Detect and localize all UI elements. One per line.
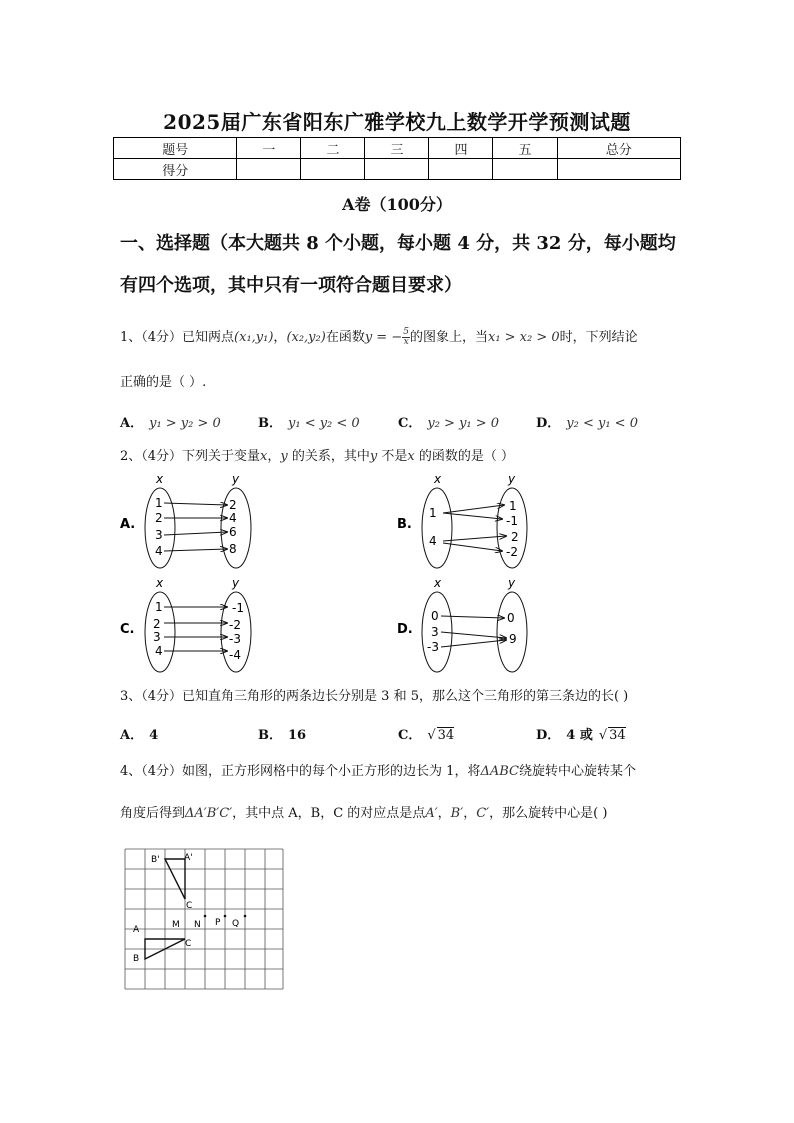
x-value: 3 bbox=[153, 630, 161, 644]
q4-l2-pre: 角度后得到 bbox=[120, 806, 186, 821]
q4-pb: B′ bbox=[450, 806, 464, 821]
sqrt-sign: √ bbox=[427, 728, 436, 743]
q1-post: 时，下列结论 bbox=[559, 330, 638, 345]
label-m: M bbox=[172, 920, 180, 930]
q2-s4: 的函数的是（ ） bbox=[414, 449, 515, 464]
point-p bbox=[224, 915, 227, 918]
q4-tri1: ΔABC bbox=[480, 764, 519, 779]
option-letter: C． bbox=[398, 728, 422, 743]
exam-title: 2025届广东省阳东广雅学校九上数学开学预测试题 bbox=[163, 110, 631, 134]
mapping-arrow bbox=[164, 549, 227, 551]
q4-grid-figure bbox=[124, 848, 286, 990]
label-p: P bbox=[215, 918, 221, 928]
x-head: x bbox=[156, 576, 164, 590]
q2-var-x: x bbox=[260, 449, 268, 464]
score-cell bbox=[237, 159, 301, 180]
header-cell: 三 bbox=[365, 138, 429, 159]
q4-l1-post: 绕旋转中心旋转某个 bbox=[518, 764, 636, 779]
q4-tri2: ΔA′B′C′ bbox=[185, 806, 233, 821]
y-value: 4 bbox=[229, 511, 237, 525]
option-text: 34 bbox=[437, 728, 455, 743]
q1-pre: 1、（4分）已知两点 bbox=[120, 330, 235, 345]
q3-option-a[interactable] bbox=[120, 724, 164, 743]
x-value: 3 bbox=[431, 625, 439, 639]
diagram-a-label: A. bbox=[120, 517, 136, 532]
q4-line1 bbox=[120, 764, 636, 780]
y-value: 9 bbox=[509, 632, 517, 646]
sqrt-sign: √ bbox=[598, 728, 608, 743]
header-cell: 二 bbox=[301, 138, 365, 159]
q4-l2-post: ，那么旋转中心是( ) bbox=[489, 806, 608, 821]
q1-condition: x₁ > x₂ > 0 bbox=[487, 330, 560, 345]
q2-stem bbox=[120, 449, 514, 465]
mapping-arrow bbox=[441, 640, 506, 647]
q3-option-c[interactable] bbox=[398, 724, 454, 743]
point-q bbox=[244, 915, 247, 918]
y-value: 2 bbox=[229, 498, 237, 512]
x-value: 2 bbox=[153, 617, 161, 631]
y-head: y bbox=[508, 576, 516, 590]
option-letter: D． bbox=[536, 416, 561, 431]
option-letter: B． bbox=[258, 728, 282, 743]
q1-option-a[interactable] bbox=[120, 412, 221, 431]
x-head: x bbox=[434, 472, 442, 486]
q3-option-d[interactable] bbox=[536, 724, 626, 743]
q1-sep: ， bbox=[273, 330, 287, 345]
q2-mapping-diagrams bbox=[0, 468, 794, 698]
option-text: y₁ < y₂ < 0 bbox=[288, 416, 360, 431]
y-head: y bbox=[232, 576, 240, 590]
x-value: 1 bbox=[155, 600, 163, 614]
option-text: 34 bbox=[609, 728, 626, 743]
q1-frac-num: 5 bbox=[403, 327, 409, 337]
q1-line1 bbox=[120, 328, 638, 347]
y-value: -1 bbox=[232, 601, 244, 615]
diagram-c-label: C. bbox=[120, 622, 135, 637]
x-value: 3 bbox=[155, 528, 163, 542]
y-value: -3 bbox=[229, 632, 241, 646]
x-value: 4 bbox=[155, 544, 163, 558]
mapping-arrow bbox=[443, 543, 502, 551]
section1-line2: 有四个选项，其中只有一项符合题目要求） bbox=[120, 275, 462, 296]
triangle-a-prime-b-prime-c-prime bbox=[165, 859, 185, 899]
x-value: 4 bbox=[429, 534, 437, 548]
q2-var-x2: x bbox=[407, 449, 415, 464]
y-value: -2 bbox=[506, 545, 518, 559]
q3-option-b[interactable] bbox=[258, 724, 312, 743]
option-text: y₂ > y₁ > 0 bbox=[427, 416, 500, 431]
score-value-row bbox=[114, 159, 681, 180]
y-value: 1 bbox=[509, 499, 517, 513]
x-value: 2 bbox=[155, 511, 163, 525]
label-a-prime: A' bbox=[184, 853, 193, 863]
label-b-prime: B' bbox=[151, 855, 160, 865]
label-q: Q bbox=[232, 919, 240, 929]
option-letter: A． bbox=[120, 416, 144, 431]
section-juan: A卷（100分） bbox=[342, 195, 452, 214]
score-cell bbox=[301, 159, 365, 180]
q1-point2: (x₂,y₂) bbox=[286, 330, 326, 345]
option-letter: B． bbox=[258, 416, 282, 431]
mapping-arrow bbox=[164, 532, 227, 535]
y-value: 8 bbox=[229, 542, 237, 556]
diagram-c[interactable] bbox=[120, 576, 251, 672]
score-cell bbox=[493, 159, 557, 180]
q1-mid: 在函数 bbox=[325, 330, 365, 345]
grid-lines bbox=[125, 849, 283, 989]
mapping-arrow bbox=[164, 503, 227, 505]
x-value: 0 bbox=[431, 609, 439, 623]
y-head: y bbox=[232, 472, 240, 486]
x-head: x bbox=[156, 472, 164, 486]
q1-option-c[interactable] bbox=[398, 412, 499, 431]
header-cell: 一 bbox=[237, 138, 301, 159]
q4-pc: C′ bbox=[476, 806, 490, 821]
q2-pre: 2、（4分）下列关于变量 bbox=[120, 449, 261, 464]
q2-var-y: y bbox=[280, 449, 288, 464]
header-cell: 四 bbox=[429, 138, 493, 159]
diagram-b[interactable] bbox=[397, 472, 527, 568]
label-a: A bbox=[133, 925, 140, 935]
mapping-arrow bbox=[441, 616, 504, 618]
score-cell bbox=[429, 159, 493, 180]
q3-stem: 3、（4分）已知直角三角形的两条边长分别是 3 和 5，那么这个三角形的第三条边的长( ) bbox=[120, 689, 629, 704]
point-n bbox=[204, 915, 207, 918]
option-letter: A． bbox=[120, 728, 144, 743]
header-cell: 题号 bbox=[114, 138, 237, 159]
option-letter: C． bbox=[398, 416, 422, 431]
y-value: -2 bbox=[229, 618, 241, 632]
q4-l2-mid: ，其中点 A，B，C 的对应点是点 bbox=[232, 806, 426, 821]
q1-option-b[interactable] bbox=[258, 412, 360, 431]
y-value: -1 bbox=[506, 514, 518, 528]
section1-line1: 一、选择题（本大题共 8 个小题，每小题 4 分，共 32 分，每小题均 bbox=[120, 233, 676, 254]
diagram-d-label: D. bbox=[397, 622, 413, 637]
mapping-arrow bbox=[441, 632, 506, 638]
x-set-ellipse bbox=[422, 488, 452, 568]
q2-var-y2: y bbox=[369, 449, 378, 464]
x-value: 1 bbox=[155, 496, 163, 510]
option-pre: 4 或 bbox=[566, 728, 593, 743]
y-value: 0 bbox=[507, 611, 515, 625]
q4-l1-pre: 4、（4分）如图，正方形网格中的每个小正方形的边长为 1，将 bbox=[120, 764, 481, 779]
score-header-row bbox=[114, 138, 681, 159]
q4-line2: 角度后得到ΔA′B′C′，其中点 A，B，C 的对应点是点A′，B′，C′，那么旋转中心是( ) bbox=[120, 806, 608, 821]
y-value: 2 bbox=[511, 530, 519, 544]
option-text: 16 bbox=[288, 728, 307, 743]
q1-option-d[interactable] bbox=[536, 412, 638, 431]
x-value: 1 bbox=[429, 506, 437, 520]
q1-line2: 正确的是（ ）. bbox=[120, 375, 207, 390]
y-value: -4 bbox=[229, 648, 241, 662]
q2-s2: 的关系，其中 bbox=[287, 449, 370, 464]
row-label: 得分 bbox=[114, 159, 237, 180]
diagram-b-label: B. bbox=[397, 517, 412, 532]
x-head: x bbox=[434, 576, 442, 590]
q2-s1: ， bbox=[267, 449, 281, 464]
label-c-prime: C bbox=[186, 901, 193, 911]
label-n: N bbox=[194, 920, 201, 930]
q1-frac-den: x bbox=[403, 337, 409, 347]
y-head: y bbox=[508, 472, 516, 486]
diagram-a[interactable] bbox=[120, 472, 251, 568]
option-letter: D． bbox=[536, 728, 561, 743]
q1-fraction bbox=[402, 328, 410, 347]
q1-mid2: 的图象上，当 bbox=[409, 330, 488, 345]
y-value: 6 bbox=[229, 525, 237, 539]
diagram-d[interactable] bbox=[397, 576, 527, 672]
score-table bbox=[113, 137, 681, 180]
q1-point1: (x₁,y₁) bbox=[234, 330, 274, 345]
option-text: y₂ < y₁ < 0 bbox=[566, 416, 638, 431]
q1-func-lhs: y = − bbox=[364, 330, 403, 345]
header-cell: 总分 bbox=[557, 138, 681, 159]
option-text: 4 bbox=[149, 728, 159, 743]
label-b: B bbox=[133, 954, 140, 964]
label-c: C bbox=[185, 939, 192, 949]
q2-s3: 不是 bbox=[377, 449, 408, 464]
option-text: y₁ > y₂ > 0 bbox=[149, 416, 221, 431]
score-cell bbox=[365, 159, 429, 180]
mapping-arrow bbox=[443, 536, 506, 541]
x-value: 4 bbox=[155, 644, 163, 658]
q4-pa: A′ bbox=[425, 806, 438, 821]
score-cell bbox=[557, 159, 681, 180]
mapping-arrow bbox=[443, 505, 504, 513]
x-value: -3 bbox=[427, 640, 439, 654]
header-cell: 五 bbox=[493, 138, 557, 159]
